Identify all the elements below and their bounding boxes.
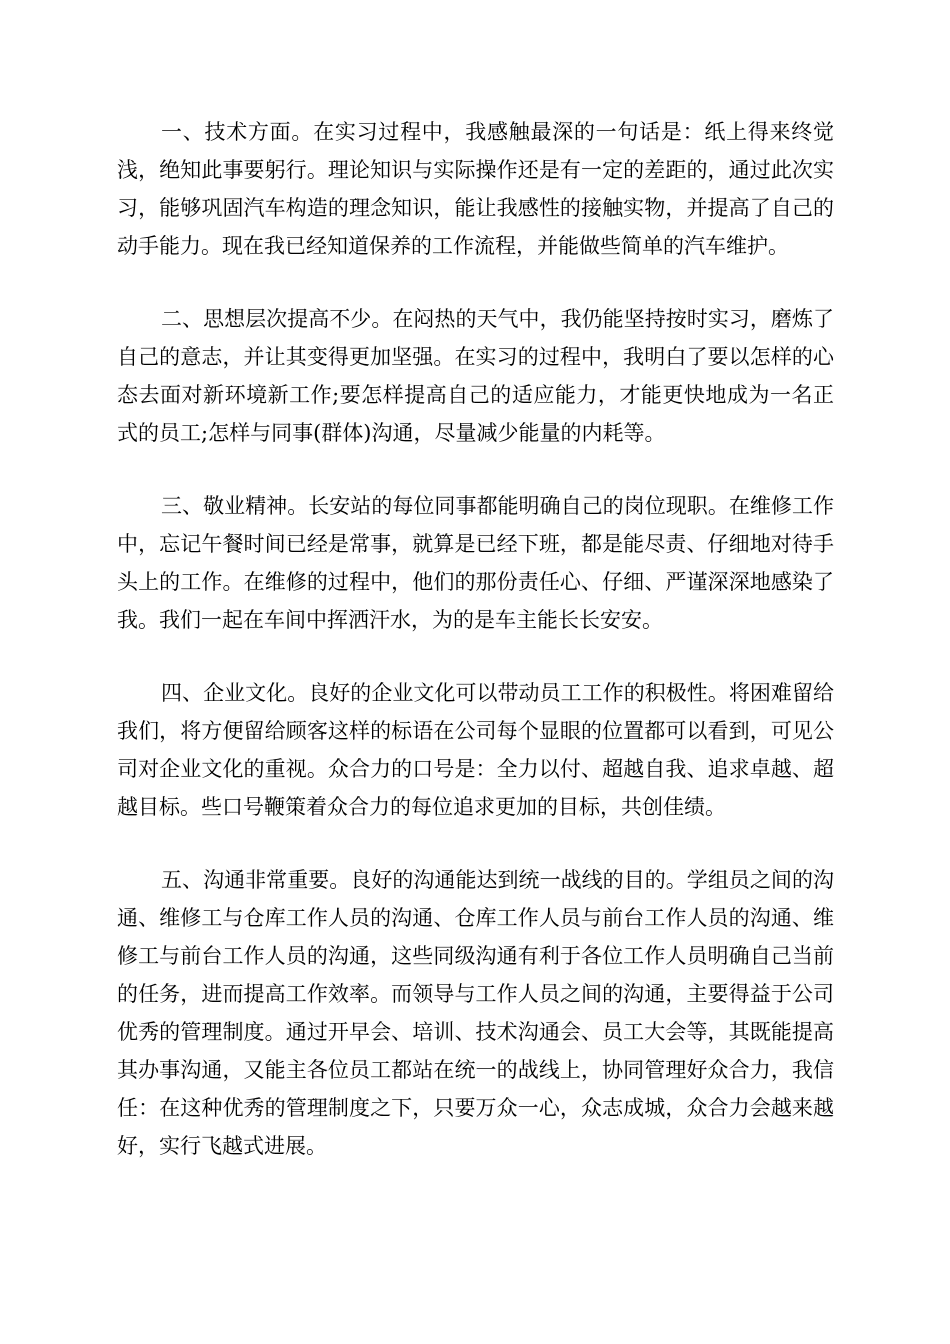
paragraph-culture: 四、企业文化。良好的企业文化可以带动员工工作的积极性。将困难留给我们，将方便留给顾客这样的标语在公司每个显眼的位置都可以看到，可见公司对企业文化的重视。众合力的口号是：全力以付、超越自我、追求卓越、超越目标。些口号鞭策着众合力的每位追求更加的目标，共创佳绩。 — [117, 681, 834, 819]
paragraph-communication: 五、沟通非常重要。良好的沟通能达到统一战线的目的。学组员之间的沟通、维修工与仓库工作人员的沟通、仓库工作人员与前台工作人员的沟通、维修工与前台工作人员的沟通，这些同级沟通有利于各位工作人员明确自己当前的任务，进而提高工作效率。而领导与工作人员之间的沟通，主要得益于公司优秀的管理制度。通过开早会、培训、技术沟通会、员工大会等，其既能提高其办事沟通，又能主各位员工都站在统一的战线上，协同管理好众合力，我信任：在这种优秀的管理制度之下，只要万众一心，众志成城，众合力会越来越好，实行飞越式进展。 — [117, 868, 834, 1158]
paragraph-thinking: 二、思想层次提高不少。在闷热的天气中，我仍能坚持按时实习，磨炼了自己的意志，并让其变得更加坚强。在实习的过程中，我明白了要以怎样的心态去面对新环境新工作;要怎样提高自己的适应能力，才能更快地成为一名正式的员工;怎样与同事(群体)沟通，尽量减少能量的内耗等。 — [117, 307, 834, 445]
document-page — [117, 113, 834, 1200]
paragraph-dedication: 三、敬业精神。长安站的每位同事都能明确自己的岗位现职。在维修工作中，忘记午餐时间已经是常事，就算是已经下班，都是能尽责、仔细地对待手头上的工作。在维修的过程中，他们的那份责任心、仔细、严谨深深地感染了我。我们一起在车间中挥洒汗水，为的是车主能长长安安。 — [117, 494, 834, 632]
paragraph-technical: 一、技术方面。在实习过程中，我感触最深的一句话是：纸上得来终觉浅，绝知此事要躬行。理论知识与实际操作还是有一定的差距的，通过此次实习，能够巩固汽车构造的理念知识，能让我感性的接触实物，并提高了自己的动手能力。现在我已经知道保养的工作流程，并能做些简单的汽车维护。 — [117, 120, 834, 258]
